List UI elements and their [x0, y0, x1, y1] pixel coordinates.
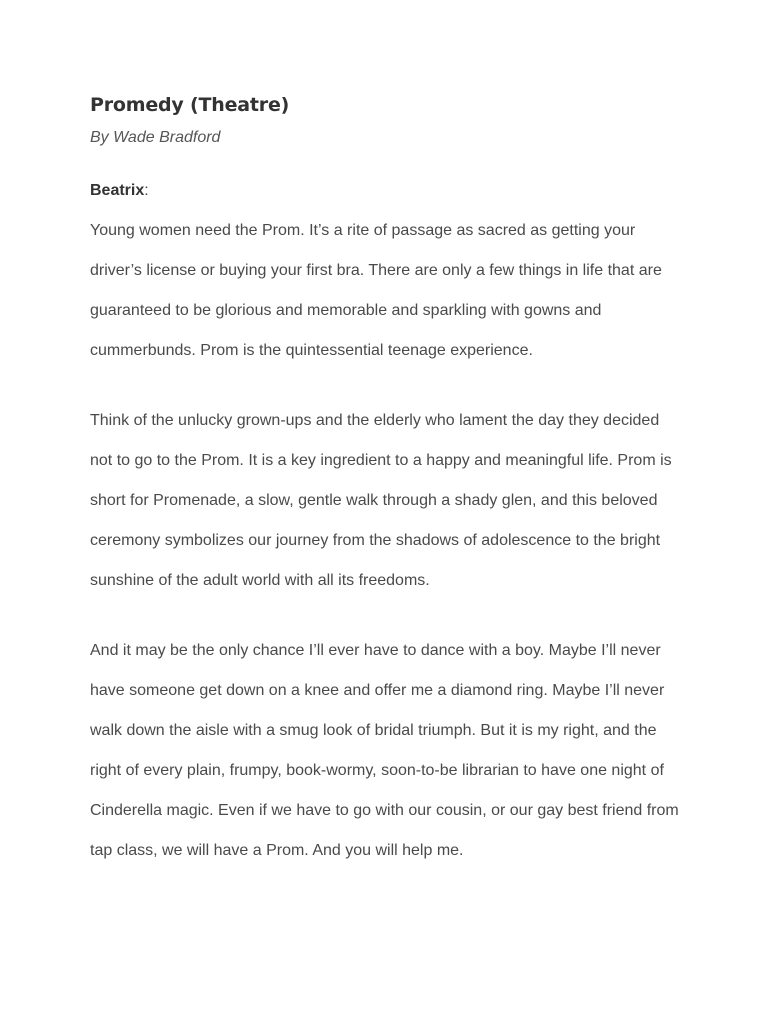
document-page: [90, 90, 680, 871]
speaker-label: [90, 179, 680, 203]
monologue-paragraph-3: And it may be the only chance I’ll ever have to dance with a boy. Maybe I’ll never have someone get down on a knee and offer me a diamond ring. Maybe I’ll never walk down the aisle with a smug look of bridal triumph. But it is my right, and the right of every plain, frumpy, book-wormy, soon-to-be librarian to have one night of Cinderella magic. Even if we have to go with our cousin, or our gay best friend from tap class, we will have a Prom. And you will help me.: [90, 642, 679, 859]
author-byline: By Wade Bradford: [90, 129, 221, 146]
page-title: Promedy (Theatre): [90, 94, 290, 116]
speaker-name: Beatrix: [90, 182, 145, 199]
monologue-paragraph-1: Young women need the Prom. It’s a rite of passage as sacred as getting your driver’s license or buying your first bra. There are only a few things in life that are guaranteed to be glorious and memorable and sparkling with gowns and cummerbunds. Prom is the quintessential teenage experience.: [90, 222, 662, 359]
speaker-colon: :: [144, 182, 149, 199]
monologue-paragraph-2: Think of the unlucky grown-ups and the elderly who lament the day they decided not to go to the Prom. It is a key ingredient to a happy and meaningful life. Prom is short for Promenade, a slow, gentle walk through a shady glen, and this beloved ceremony symbolizes our journey from the shadows of adolescence to the bright sunshine of the adult world with all its freedoms.: [90, 412, 672, 589]
